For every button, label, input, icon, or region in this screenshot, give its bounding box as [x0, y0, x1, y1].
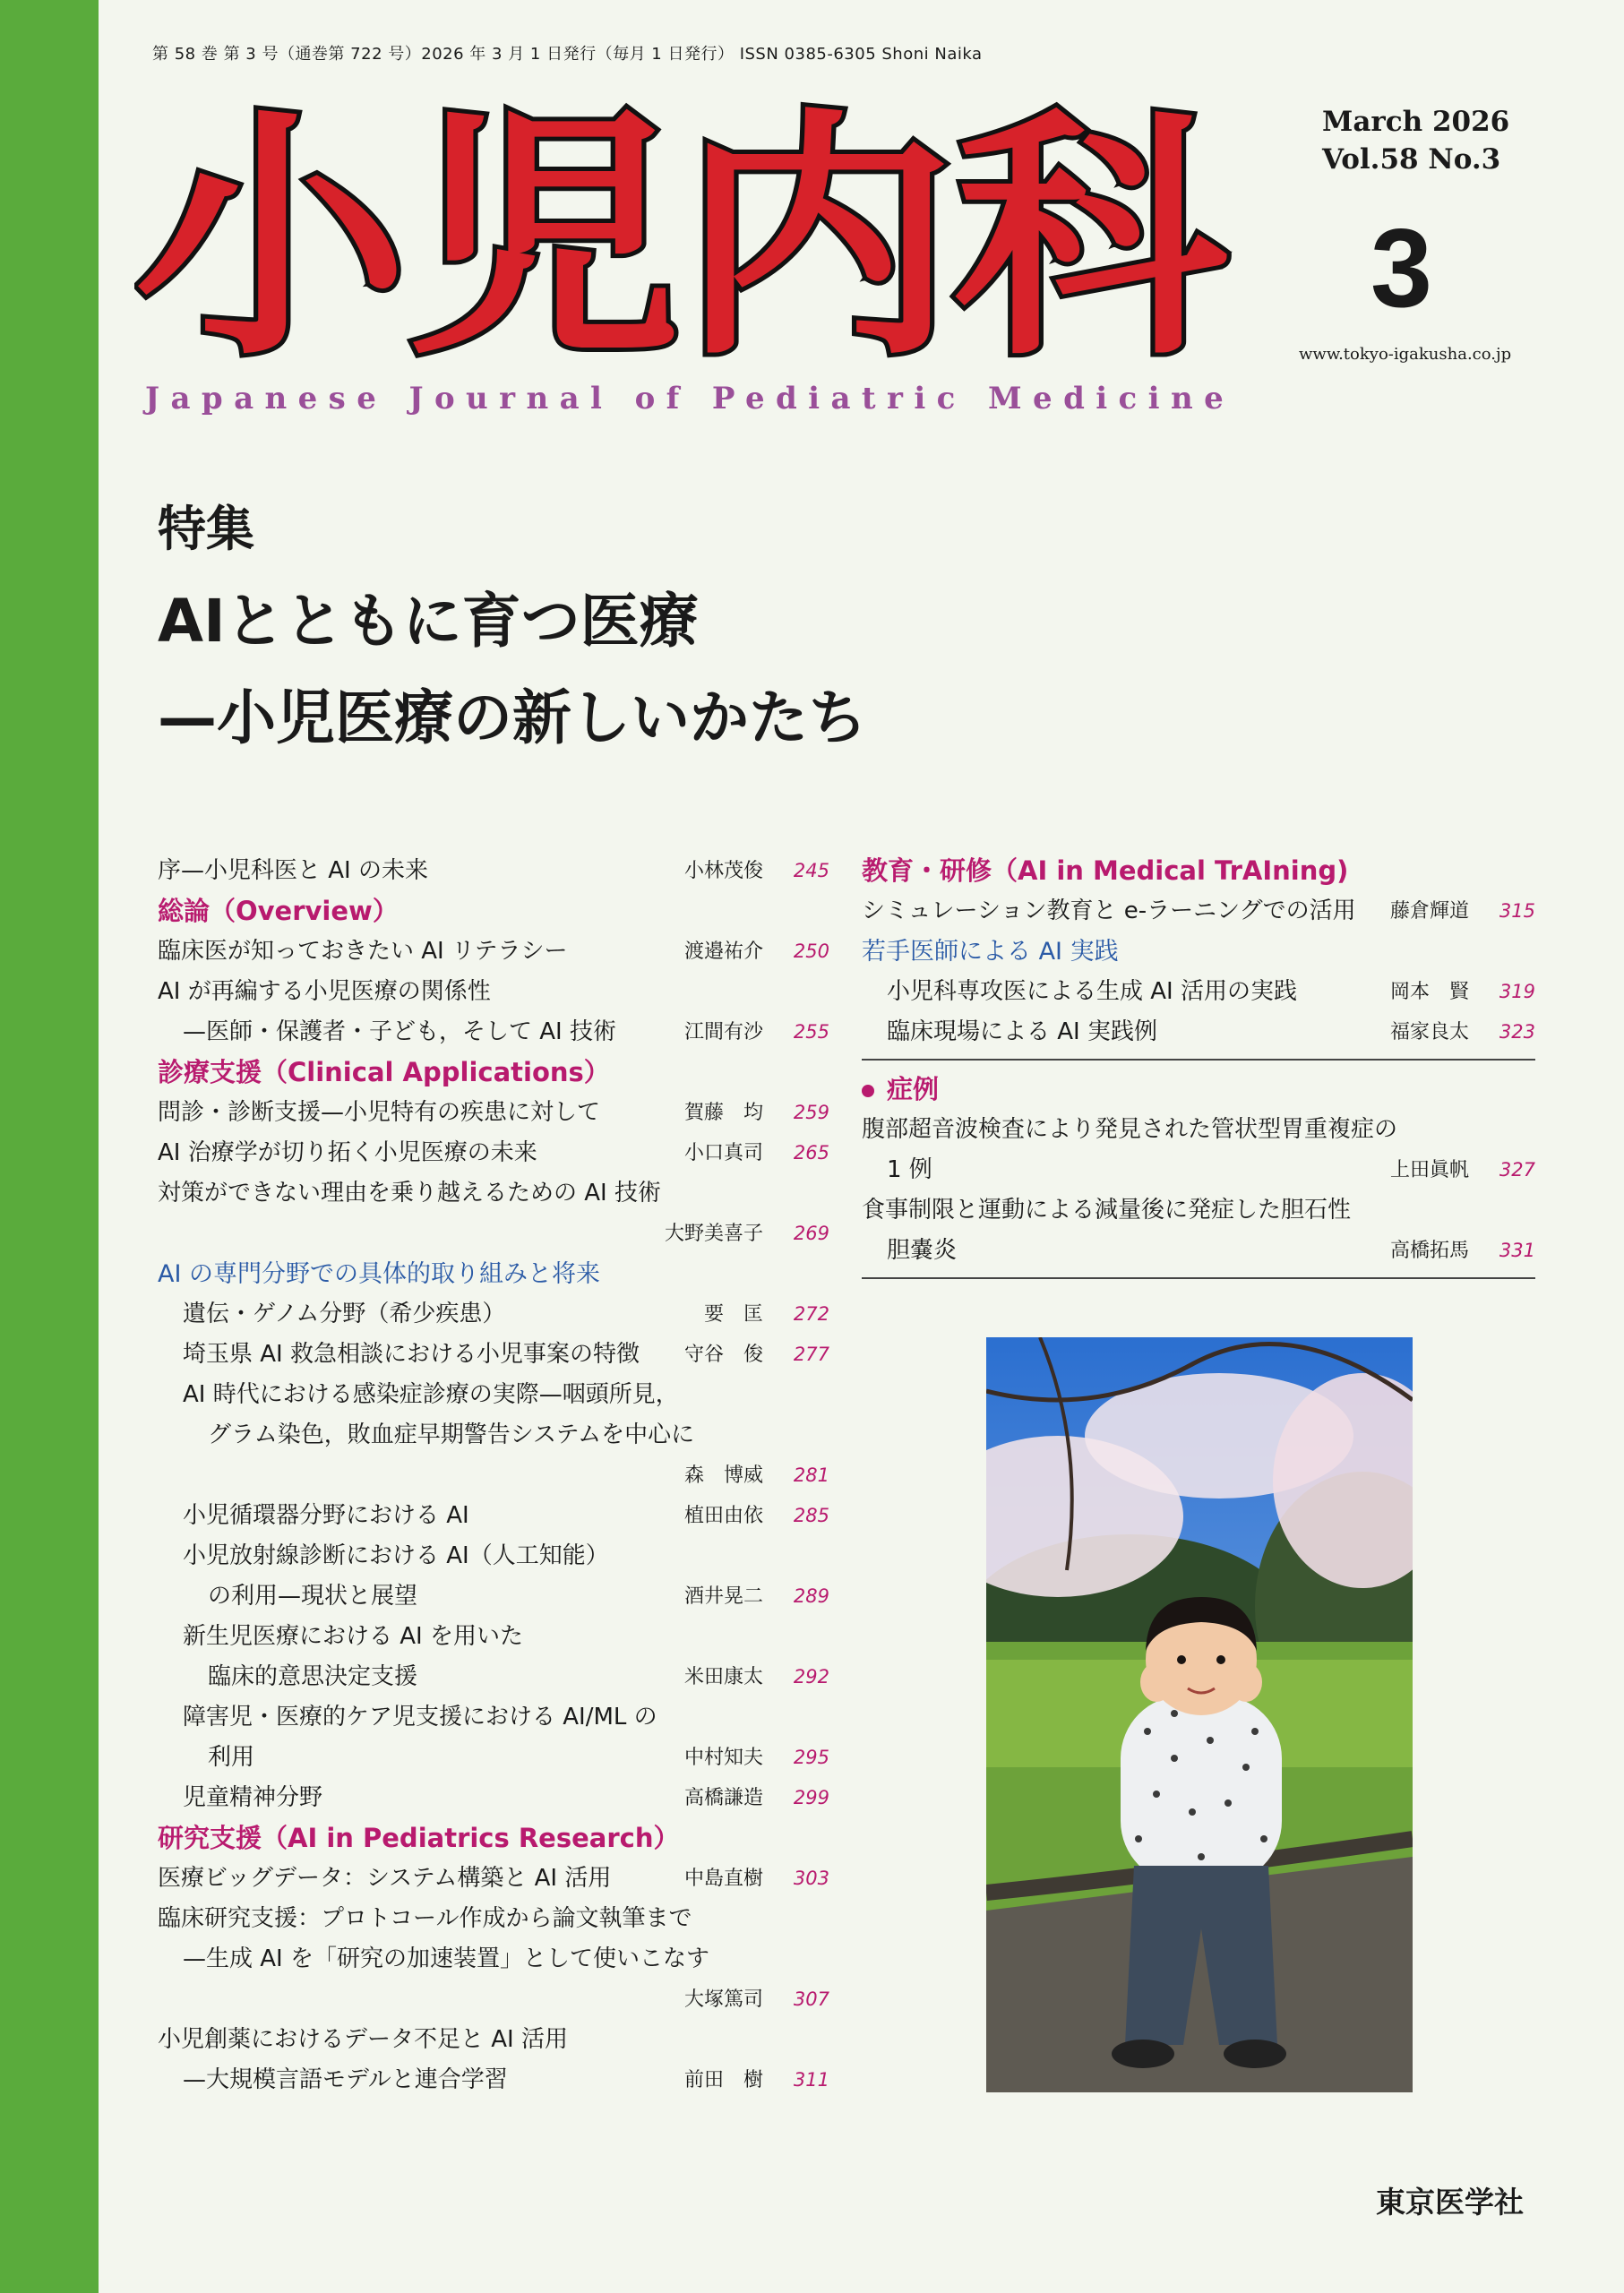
- website-url[interactable]: www.tokyo-igakusha.co.jp: [1299, 345, 1512, 364]
- toc-entry-title: —大規模言語モデルと連合学習: [183, 2066, 508, 2093]
- toc-entry-title: 腹部超音波検査により発見された管状型胃重複症の: [862, 1116, 1398, 1143]
- toc-entry-author: 藤倉輝道: [1389, 900, 1469, 923]
- toc-entry-title: AI が再編する小児医療の関係性: [158, 978, 491, 1005]
- toc-entry-title: の利用—現状と展望: [208, 1583, 418, 1610]
- toc-entry-title: 小児放射線診断における AI（人工知能）: [183, 1542, 609, 1569]
- toc-entry-page: 245: [793, 860, 829, 881]
- toc-entry-title: AI 治療学が切り拓く小児医療の未来: [158, 1139, 537, 1166]
- toc-entry-page: 269: [793, 1223, 829, 1244]
- toc-entry[interactable]: [158, 2020, 829, 2060]
- toc-entry-title: 臨床医が知っておきたい AI リテラシー: [158, 938, 568, 965]
- toc-entry-author: 福家良太: [1389, 1021, 1469, 1043]
- toc-entry[interactable]: [158, 1375, 829, 1415]
- toc-entry-page: 319: [1499, 981, 1535, 1002]
- toc-section-heading: [862, 851, 1535, 891]
- toc-entry-title: 臨床現場による AI 実践例: [887, 1018, 1157, 1045]
- toc-entry-page: 285: [793, 1505, 829, 1526]
- toc-entry-title: 序—小児科医と AI の未来: [158, 857, 428, 884]
- toc-section-heading: [862, 1069, 1535, 1110]
- toc-entry[interactable]: [158, 1536, 829, 1576]
- toc-entry-title: 小児科専攻医による生成 AI 活用の実践: [887, 978, 1297, 1005]
- table-of-contents-left: [158, 851, 829, 2100]
- toc-entry-author: 要 匡: [703, 1303, 763, 1326]
- toc-entry-title: AI 時代における感染症診療の実際—咽頭所見，: [183, 1381, 679, 1408]
- toc-entry[interactable]: [862, 1012, 1535, 1052]
- toc-entry-page: 289: [793, 1585, 829, 1607]
- toc-entry-author: 江間有沙: [683, 1021, 763, 1043]
- toc-entry-author: 渡邉祐介: [683, 940, 763, 963]
- toc-entry-title: 障害児・医療的ケア児支援における AI/ML の: [183, 1704, 657, 1730]
- issue-number: 3: [1371, 207, 1432, 331]
- toc-entry-page: 265: [793, 1142, 829, 1164]
- toc-entry[interactable]: [862, 891, 1535, 932]
- toc-section-title: 診療支援（Clinical Applications）: [158, 1057, 610, 1087]
- toc-entry[interactable]: [158, 1697, 829, 1738]
- toc-entry-page: 331: [1499, 1240, 1535, 1261]
- toc-entry-author: 森 博威: [683, 1464, 763, 1487]
- toc-section-title: 教育・研修（AI in Medical TrAIning): [862, 855, 1349, 886]
- toc-entry[interactable]: [158, 1899, 829, 1939]
- toc-divider: [862, 1277, 1535, 1279]
- toc-divider: [862, 1059, 1535, 1061]
- toc-entry-page: 295: [793, 1747, 829, 1768]
- toc-entry-title: 小児循環器分野における AI: [183, 1502, 469, 1529]
- toc-entry-title: 児童精神分野: [183, 1784, 323, 1811]
- toc-entry-page: 250: [793, 940, 829, 962]
- toc-entry[interactable]: [158, 851, 829, 891]
- issue-info: [1322, 103, 1509, 178]
- toc-entry[interactable]: [862, 972, 1535, 1012]
- toc-entry-title: —生成 AI を「研究の加速装置」として使いこなす: [183, 1945, 709, 1972]
- toc-entry-page: 327: [1499, 1159, 1535, 1181]
- toc-entry-author: 中島直樹: [683, 1868, 763, 1890]
- toc-entry[interactable]: [158, 1657, 829, 1697]
- toc-entry-title: 問診・診断支援—小児特有の疾患に対して: [158, 1099, 601, 1126]
- issue-volume: Vol.58 No.3: [1322, 143, 1501, 176]
- green-side-bar: [0, 0, 99, 2293]
- toc-entry-title: 1 例: [887, 1156, 932, 1183]
- toc-entry-page: 307: [793, 1988, 829, 2010]
- toc-entry-title: 臨床研究支援：プロトコール作成から論文執筆まで: [158, 1905, 692, 1932]
- toc-entry-title: 臨床的意思決定支援: [208, 1663, 418, 1690]
- toc-entry[interactable]: [158, 2060, 829, 2100]
- toc-entry-title: 埼玉県 AI 救急相談における小児事案の特徴: [183, 1341, 640, 1368]
- toc-entry[interactable]: [158, 1778, 829, 1818]
- toc-entry[interactable]: [158, 1617, 829, 1657]
- toc-entry[interactable]: [158, 932, 829, 972]
- toc-entry-page: 323: [1499, 1021, 1535, 1043]
- toc-entry-page: 277: [793, 1344, 829, 1365]
- feature-label: 特集: [158, 501, 254, 557]
- toc-entry[interactable]: [862, 1150, 1535, 1190]
- toc-entry-author: 中村知夫: [683, 1747, 763, 1769]
- toc-entry[interactable]: [158, 1859, 829, 1899]
- toc-entry[interactable]: [158, 1415, 829, 1456]
- table-of-contents-right: [862, 851, 1535, 1288]
- toc-section-title: 総論（Overview）: [158, 896, 399, 926]
- toc-entry-page: 259: [793, 1102, 829, 1123]
- toc-entry[interactable]: [158, 1133, 829, 1173]
- toc-entry-title: シミュレーション教育と e-ラーニングでの活用: [862, 897, 1356, 924]
- toc-entry-author: 賀藤 均: [683, 1102, 763, 1124]
- toc-entry[interactable]: [862, 1231, 1535, 1271]
- toc-entry[interactable]: [158, 1093, 829, 1133]
- toc-entry-author: 高橋拓馬: [1389, 1240, 1469, 1262]
- toc-section-heading: [862, 932, 1535, 972]
- toc-entry[interactable]: [862, 1110, 1535, 1150]
- toc-entry[interactable]: [158, 1939, 829, 1980]
- feature-title: AIとともに育つ医療: [158, 587, 699, 656]
- toc-section-title: 症例: [887, 1074, 940, 1104]
- toc-entry-page: 315: [1499, 900, 1535, 922]
- publication-info: 第 58 巻 第 3 号（通巻第 722 号）2026 年 3 月 1 日発行（毎月 1 日発行） ISSN 0385-6305 Shoni Naika: [152, 45, 983, 64]
- toc-section-heading: [158, 1052, 829, 1093]
- toc-entry-author: 小口真司: [683, 1142, 763, 1164]
- toc-entry-author: 守谷 俊: [683, 1344, 763, 1366]
- journal-masthead: [134, 85, 1236, 363]
- toc-section-title: 研究支援（AI in Pediatrics Research）: [158, 1823, 680, 1853]
- toc-entry-page: 281: [793, 1464, 829, 1486]
- toc-entry-author: 高橋謙造: [683, 1787, 763, 1809]
- toc-entry-author: 岡本 賢: [1389, 981, 1469, 1003]
- toc-entry[interactable]: [158, 1456, 829, 1496]
- toc-entry[interactable]: [158, 972, 829, 1012]
- toc-entry[interactable]: [158, 1173, 829, 1214]
- toc-entry[interactable]: [158, 1214, 829, 1254]
- toc-entry[interactable]: [158, 1980, 829, 2020]
- toc-entry-title: 医療ビッグデータ：システム構築と AI 活用: [158, 1865, 612, 1892]
- toc-entry-title: —医師・保護者・子ども，そして AI 技術: [183, 1018, 616, 1045]
- toc-section-heading: [158, 1254, 829, 1294]
- toc-entry[interactable]: [862, 1190, 1535, 1231]
- toc-entry-author: 大野美喜子: [664, 1223, 763, 1245]
- issue-month: March 2026: [1322, 106, 1510, 138]
- toc-entry[interactable]: [158, 1738, 829, 1778]
- toc-entry[interactable]: [158, 1335, 829, 1375]
- bullet-icon: [862, 1085, 874, 1097]
- toc-entry[interactable]: [158, 1576, 829, 1617]
- toc-entry-page: 303: [793, 1868, 829, 1889]
- feature-subtitle: —小児医療の新しいかたち: [158, 683, 867, 752]
- toc-entry-author: 前田 樹: [683, 2069, 763, 2091]
- toc-entry-author: 米田康太: [683, 1666, 763, 1688]
- toc-section-title: AI の専門分野での具体的取り組みと将来: [158, 1260, 601, 1288]
- toc-entry-title: 小児創薬におけるデータ不足と AI 活用: [158, 2026, 568, 2053]
- toc-entry-page: 255: [793, 1021, 829, 1043]
- toc-entry-title: 胆嚢炎: [887, 1237, 958, 1264]
- cover-photo-child-in-park-icon: [986, 1337, 1413, 2092]
- toc-entry-author: 上田眞帆: [1389, 1159, 1469, 1181]
- masthead-title: 小児内科: [134, 89, 1228, 363]
- toc-entry-author: 酒井晃二: [683, 1585, 763, 1608]
- toc-entry-title: 利用: [208, 1744, 255, 1771]
- toc-entry-title: 遺伝・ゲノム分野（希少疾患）: [183, 1301, 506, 1327]
- toc-entry[interactable]: [158, 1012, 829, 1052]
- publisher-name: 東京医学社: [1376, 2185, 1524, 2220]
- toc-entry-author: 大塚篤司: [683, 1988, 763, 2011]
- toc-entry-page: 299: [793, 1787, 829, 1808]
- toc-entry[interactable]: [158, 1496, 829, 1536]
- toc-entry-title: 食事制限と運動による減量後に発症した胆石性: [862, 1197, 1352, 1224]
- toc-entry-title: 新生児医療における AI を用いた: [183, 1623, 523, 1650]
- toc-entry-author: 小林茂俊: [683, 860, 763, 882]
- toc-entry-page: 311: [793, 2069, 829, 2091]
- toc-section-heading: [158, 891, 829, 932]
- toc-entry-page: 272: [793, 1303, 829, 1325]
- cover-photo: [986, 1337, 1413, 2092]
- toc-entry[interactable]: [158, 1294, 829, 1335]
- toc-entry-title: グラム染色，敗血症早期警告システムを中心に: [208, 1421, 695, 1448]
- toc-entry-author: 植田由依: [683, 1505, 763, 1527]
- toc-section-title: 若手医師による AI 実践: [862, 938, 1119, 966]
- toc-entry-page: 292: [793, 1666, 829, 1688]
- toc-section-heading: [158, 1818, 829, 1859]
- toc-entry-title: 対策ができない理由を乗り越えるための AI 技術: [158, 1180, 661, 1207]
- journal-english-title: Japanese Journal of Pediatric Medicine: [145, 381, 1235, 417]
